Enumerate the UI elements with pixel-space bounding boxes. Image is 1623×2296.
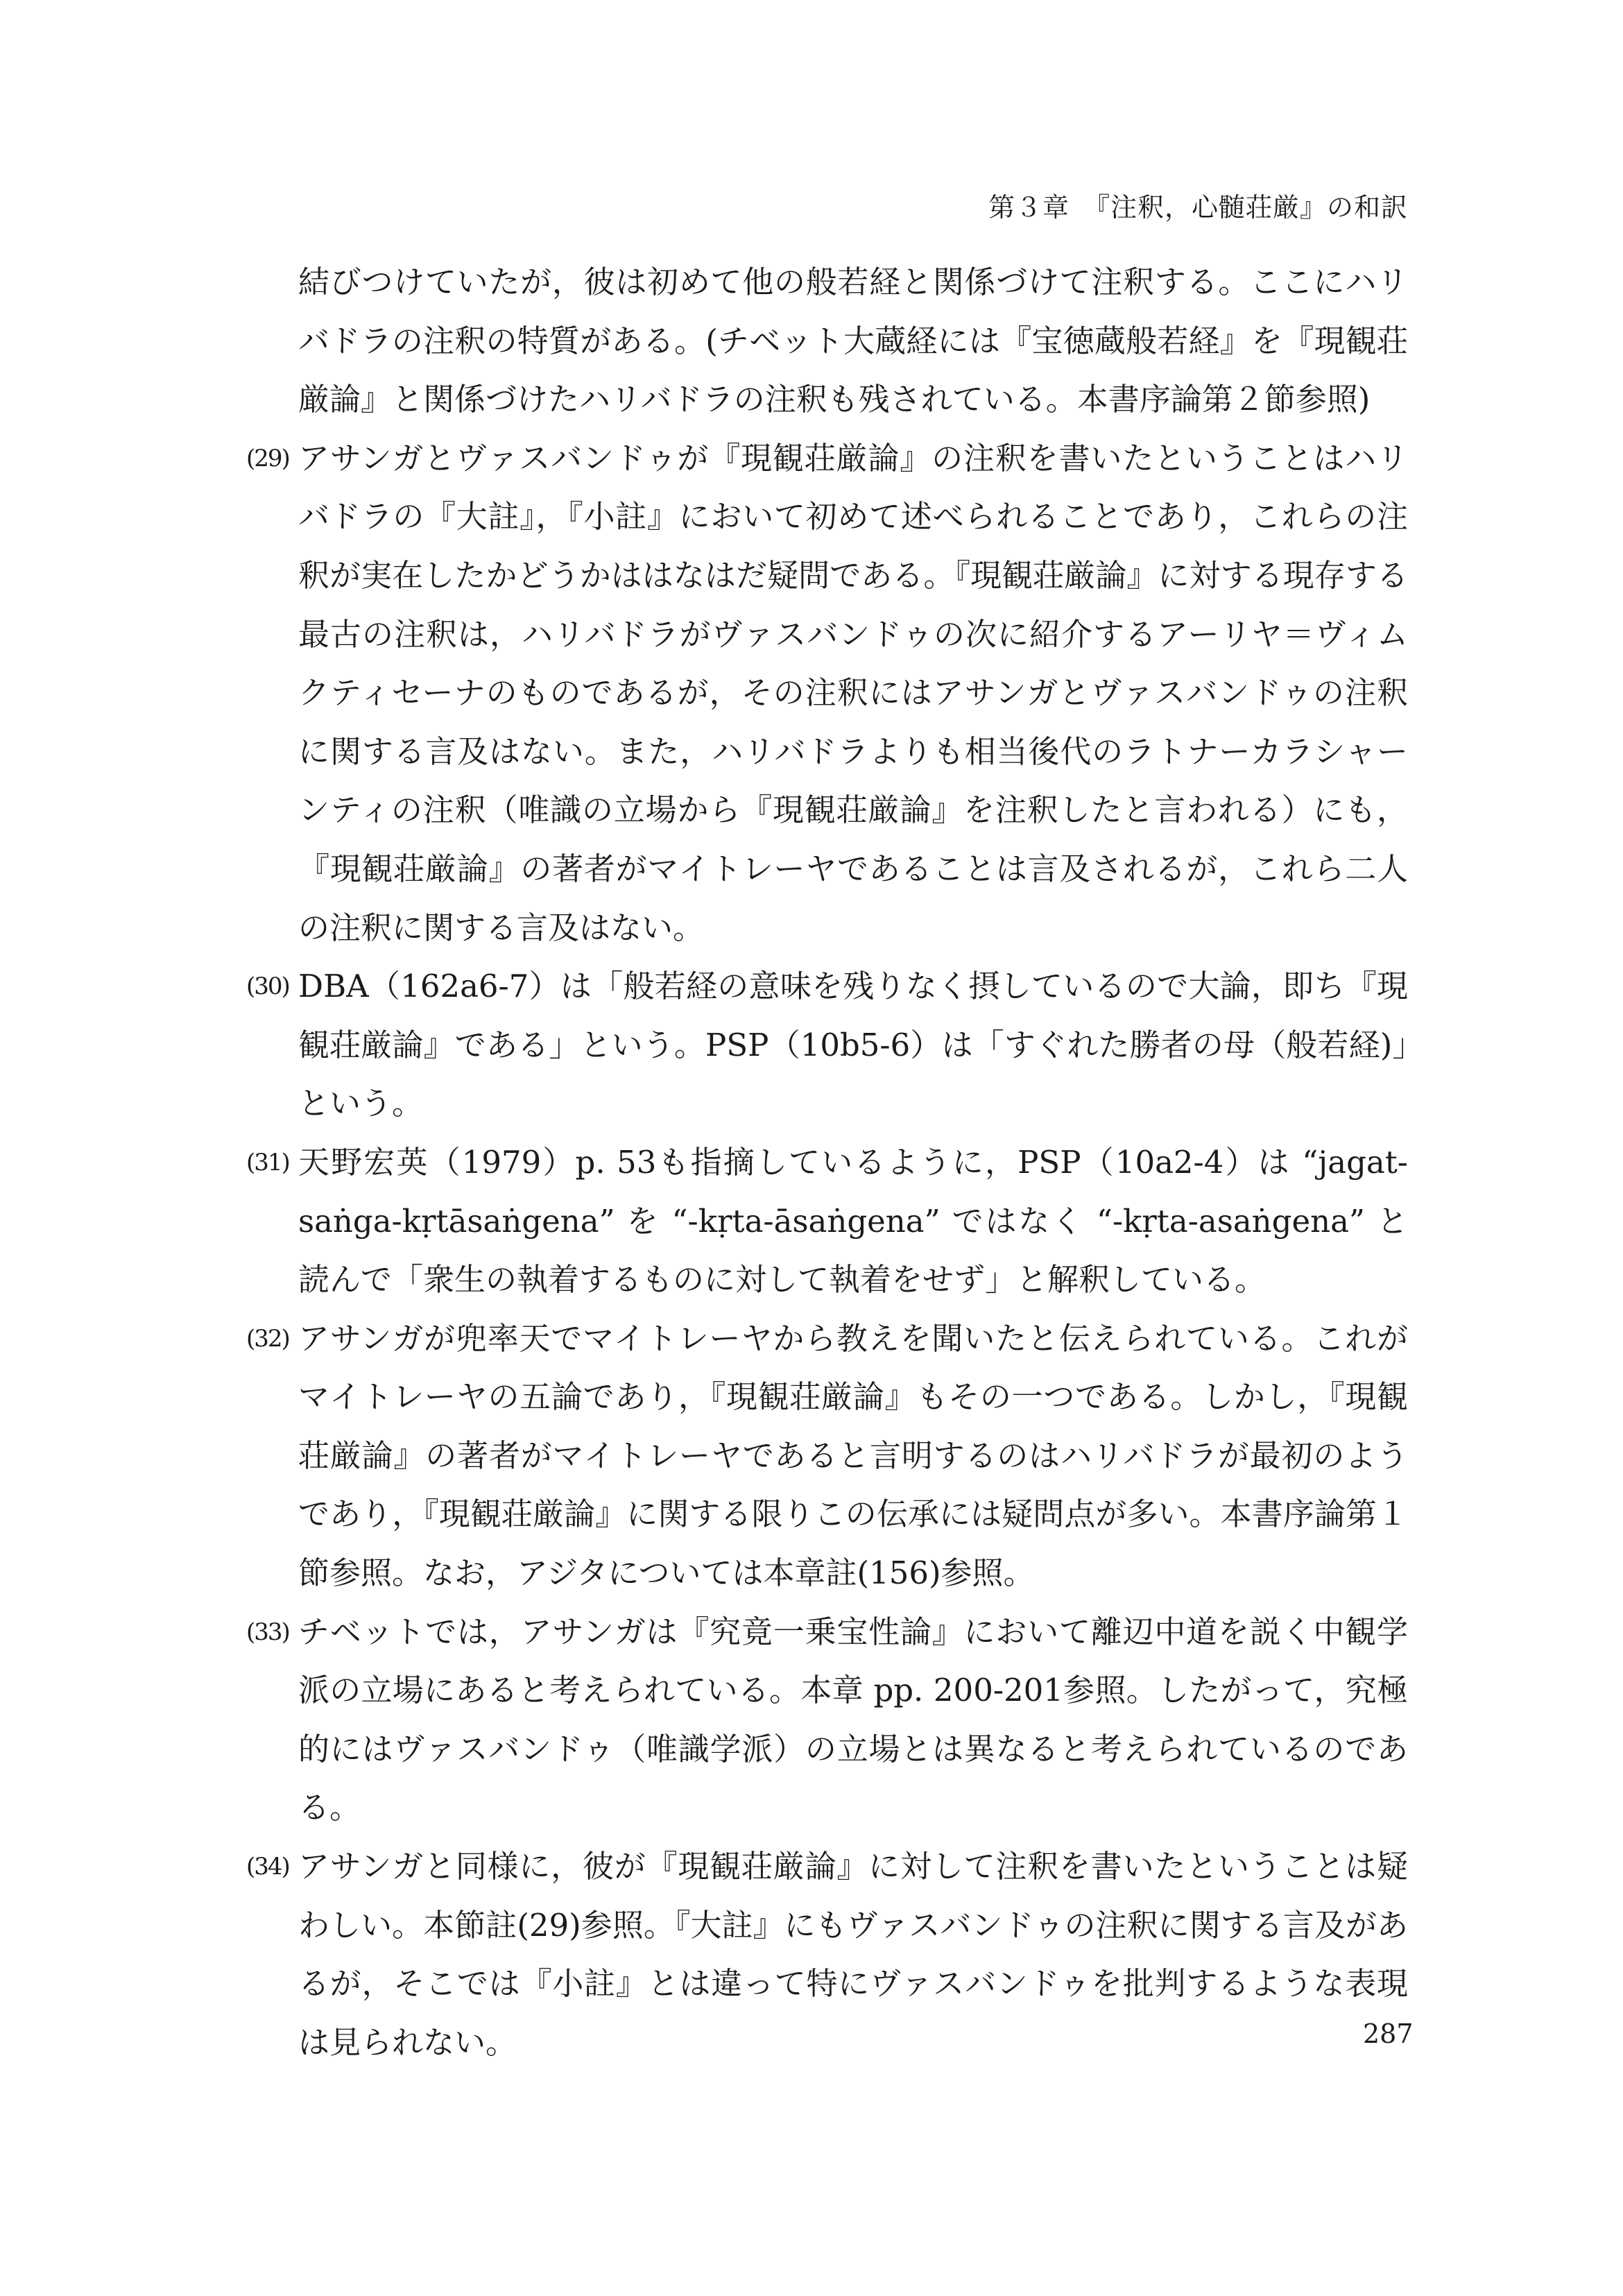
footnote	[246, 1837, 1408, 2072]
footnote-text: チベットでは，アサンガは『究竟一乗宝性論』において離辺中道を説く中観学派の立場にあると考えられている。本章 pp. 200-201参照。したがって，究極的にはヴァスバンドゥ（唯識学派）の立場とは異なると考えられているのである。	[298, 1613, 1408, 1826]
footnote-number: (31)	[246, 1148, 289, 1176]
footnote-text: アサンガとヴァスバンドゥが『現観荘厳論』の注釈を書いたということはハリバドラの『大註』，『小註』において初めて述べられることであり，これらの注釈が実在したかどうかははなはだ疑問である。『現観荘厳論』に対する現存する最古の注釈は，ハリバドラがヴァスバンドゥの次に紹介するアーリヤ＝ヴィムクティセーナのものであるが，その注釈にはアサンガとヴァスバンドゥの注釈に関する言及はない。また，ハリバドラよりも相当後代のラトナーカラシャーンティの注釈（唯識の立場から『現観荘厳論』を注釈したと言われる）にも，『現観荘厳論』の著者がマイトレーヤであることは言及されるが，これら二人の注釈に関する言及はない。	[298, 439, 1408, 946]
footnote-text: アサンガが兜率天でマイトレーヤから教えを聞いたと伝えられている。これがマイトレーヤの五論であり，『現観荘厳論』もその一つである。しかし，『現観荘厳論』の著者がマイトレーヤであると言明するのはハリバドラが最初のようであり，『現観荘厳論』に関する限りこの伝承には疑問点が多い。本書序論第１節参照。なお，アジタについては本章註(156)参照。	[298, 1319, 1408, 1592]
footnote	[246, 1603, 1408, 1837]
page-number: 287	[1363, 2019, 1414, 2049]
footnote-number: (34)	[246, 1853, 289, 1881]
running-head: 第３章 『注釈，心髄荘厳』の和訳	[988, 192, 1408, 223]
footnote-number: (32)	[246, 1324, 289, 1353]
footnote-text: DBA（162a6-7）は「般若経の意味を残りなく摂しているので大論，即ち『現観荘厳論』である」という。PSP（10b5-6）は「すぐれた勝者の母（般若経)」という。	[298, 968, 1408, 1122]
footnote	[246, 957, 1408, 1133]
footnote-number: (29)	[246, 444, 289, 472]
continuation-paragraph: 結びつけていたが，彼は初めて他の般若経と関係づけて注釈する。ここにハリバドラの注釈の特質がある。(チベット大蔵経には『宝徳蔵般若経』を『現観荘厳論』と関係づけたハリバドラの注釈も残されている。本書序論第２節参照)	[298, 264, 1408, 418]
footnote	[246, 429, 1408, 957]
footnote-number: (30)	[246, 973, 289, 1001]
footnote-text: アサンガと同様に，彼が『現観荘厳論』に対して注釈を書いたということは疑わしい。本節註(29)参照。『大註』にもヴァスバンドゥの注釈に関する言及があるが，そこでは『小註』とは違って特にヴァスバンドゥを批判するような表現は見られない。	[298, 1848, 1408, 2061]
footnote-text: 天野宏英（1979）p. 53も指摘しているように，PSP（10a2-4）は “jagat-saṅga-kṛtāsaṅgena” を “-kṛta-āsaṅgena” ではなく “-kṛta-asaṅgena” と読んで「衆生の執着するものに対して執着をせず」と解釈している。	[298, 1143, 1408, 1299]
footnotes-body	[246, 253, 1408, 2072]
footnote-number: (33)	[246, 1618, 289, 1646]
footnote	[246, 1310, 1408, 1603]
footnote	[246, 1133, 1408, 1310]
